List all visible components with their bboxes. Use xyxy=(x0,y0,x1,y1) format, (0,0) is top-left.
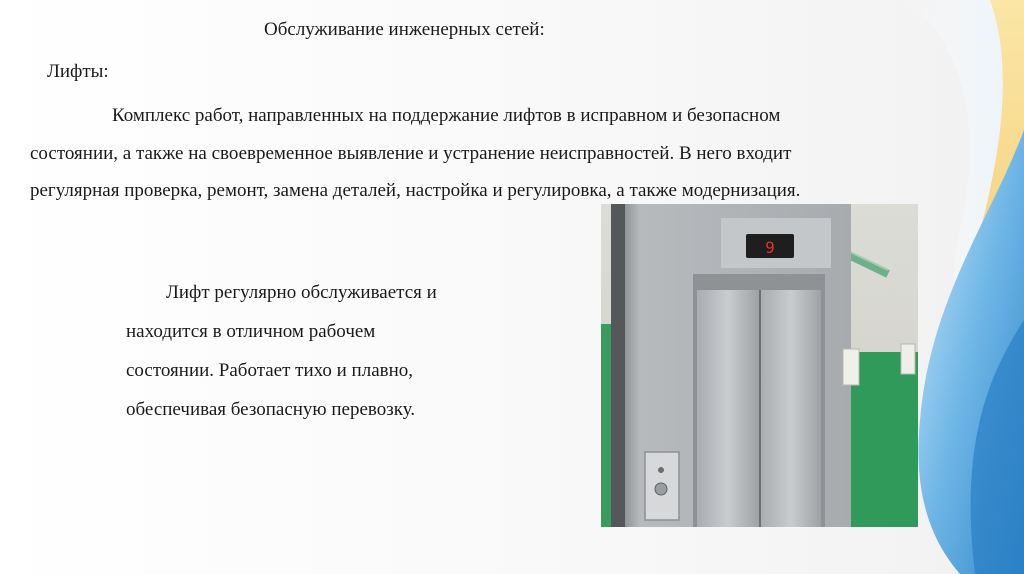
status-line: находится в отличном рабочем xyxy=(126,321,376,342)
paragraph-line: состоянии, а также на своевременное выявление и устранение неисправностей. В него входит xyxy=(30,142,792,164)
slide-title: Обслуживание инженерных сетей: xyxy=(264,19,545,40)
paragraph-line: Комплекс работ, направленных на поддержание лифтов в исправном и безопасном xyxy=(112,105,781,126)
status-text xyxy=(126,273,437,429)
floor-display: 9 xyxy=(765,238,775,257)
paragraph-line: регулярная проверка, ремонт, замена деталей, настройка и регулировка, а также модернизация. xyxy=(30,180,801,201)
elevator-photo xyxy=(601,204,918,527)
status-line: Лифт регулярно обслуживается и xyxy=(166,282,437,303)
status-line: обеспечивая безопасную перевозку. xyxy=(126,399,416,420)
status-line: состоянии. Работает тихо и плавно, xyxy=(126,360,414,381)
description-paragraph xyxy=(30,97,910,210)
section-label: Лифты: xyxy=(47,61,109,82)
